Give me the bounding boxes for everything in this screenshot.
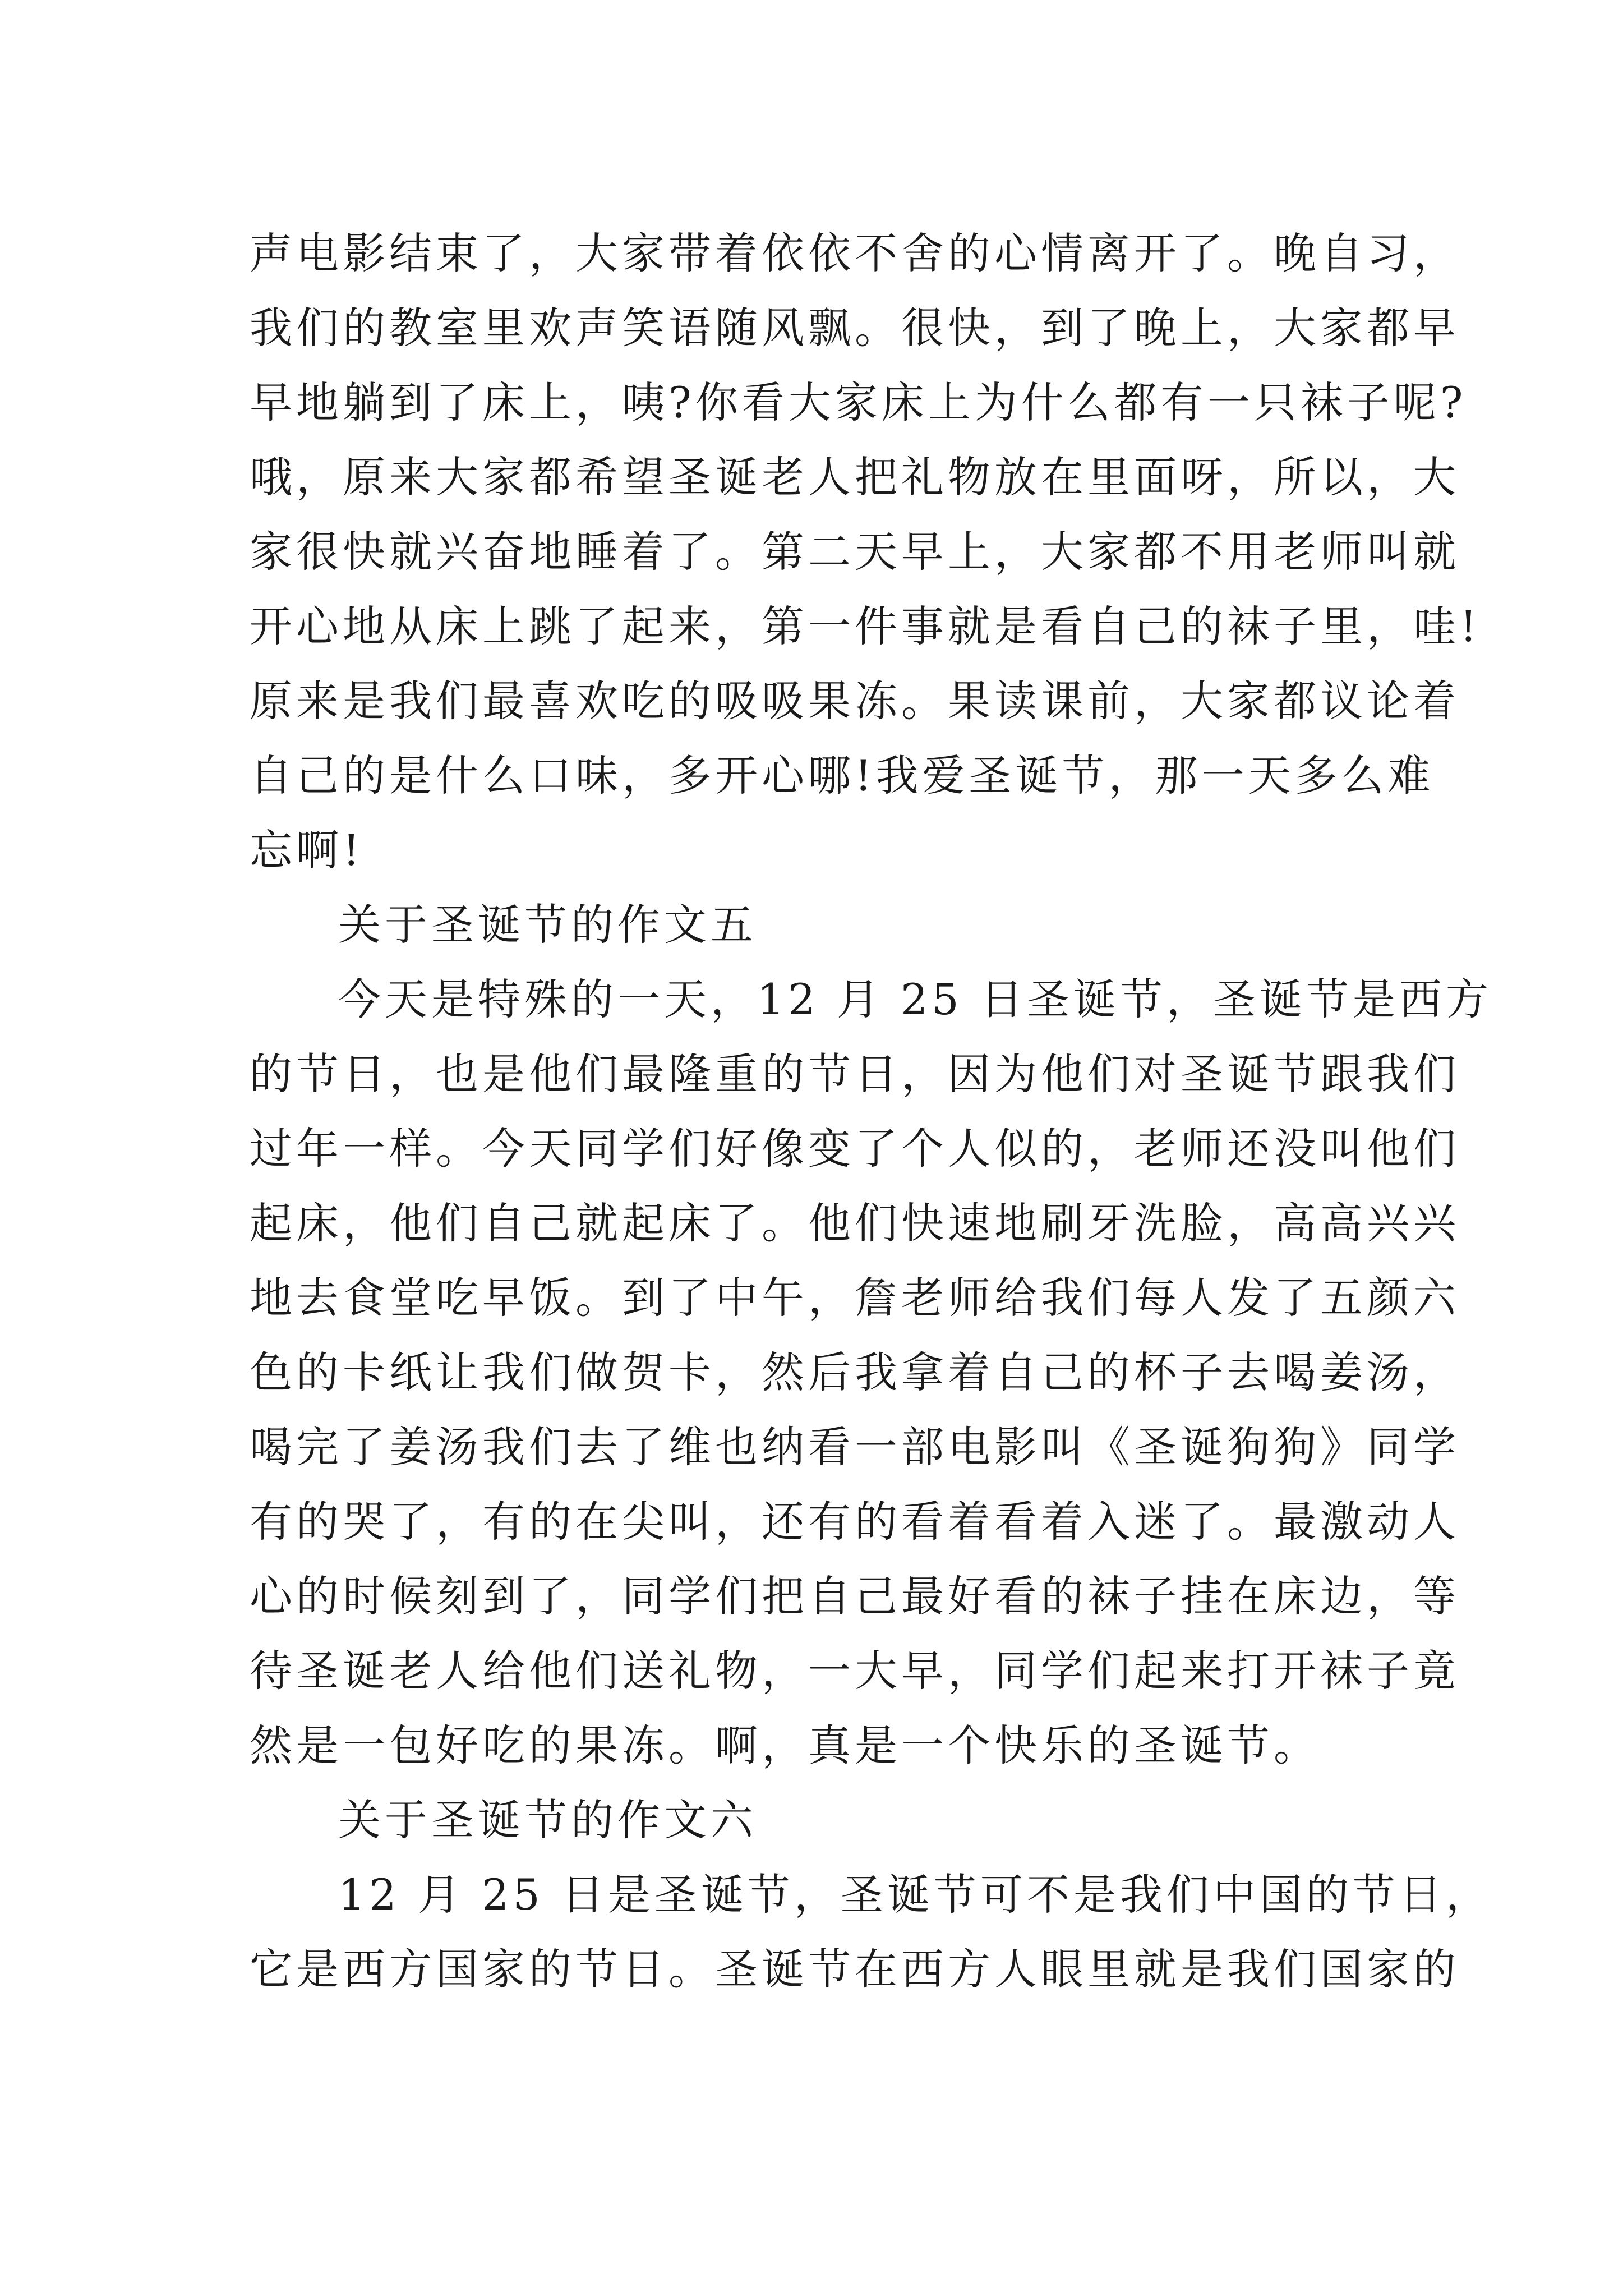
- text-line: 声电影结束了，大家带着依依不舍的心情离开了。晚自习，: [250, 228, 1460, 278]
- document-body: [250, 216, 1492, 2007]
- text-line: 12 月 25 日是圣诞节，圣诞节可不是我们中国的节日，: [338, 1870, 1492, 1920]
- text-line: 地去食堂吃早饭。到了中午，詹老师给我们每人发了五颜六: [250, 1273, 1460, 1323]
- text-line: 色的卡纸让我们做贺卡，然后我拿着自己的杯子去喝姜汤，: [250, 1347, 1460, 1397]
- text-line: 原来是我们最喜欢吃的吸吸果冻。果读课前，大家都议论着: [250, 676, 1460, 726]
- text-line: 过年一样。今天同学们好像变了个人似的，老师还没叫他们: [250, 1124, 1460, 1174]
- text-line: 待圣诞老人给他们送礼物，一大早，同学们起来打开袜子竟: [250, 1646, 1460, 1696]
- text-line: 心的时候刻到了，同学们把自己最好看的袜子挂在床边，等: [250, 1571, 1460, 1621]
- text-line: 开心地从床上跳了起来，第一件事就是看自己的袜子里，哇!: [250, 601, 1481, 651]
- text-line: 有的哭了，有的在尖叫，还有的看着看着入迷了。最激动人: [250, 1497, 1460, 1547]
- text-line: 家很快就兴奋地睡着了。第二天早上，大家都不用老师叫就: [250, 527, 1460, 577]
- text-line: 的节日，也是他们最隆重的节日，因为他们对圣诞节跟我们: [250, 1049, 1460, 1099]
- text-line: 起床，他们自己就起床了。他们快速地刷牙洗脸，高高兴兴: [250, 1198, 1460, 1248]
- section-heading: 关于圣诞节的作文五: [338, 900, 757, 950]
- text-line: 它是西方国家的节日。圣诞节在西方人眼里就是我们国家的: [250, 1944, 1460, 1994]
- text-line: 哦，原来大家都希望圣诞老人把礼物放在里面呀，所以，大: [250, 452, 1460, 502]
- text-line: 今天是特殊的一天，12 月 25 日圣诞节，圣诞节是西方: [338, 974, 1492, 1024]
- text-line: 我们的教室里欢声笑语随风飘。很快，到了晚上，大家都早: [250, 303, 1460, 353]
- text-line: 喝完了姜汤我们去了维也纳看一部电影叫《圣诞狗狗》同学: [250, 1422, 1460, 1472]
- text-line: 然是一包好吃的果冻。啊，真是一个快乐的圣诞节。: [250, 1720, 1320, 1770]
- text-line: 自己的是什么口味，多开心哪!我爱圣诞节，那一天多么难: [250, 751, 1435, 800]
- text-line: 忘啊!: [250, 825, 364, 875]
- section-heading: 关于圣诞节的作文六: [338, 1795, 757, 1845]
- text-line: 早地躺到了床上，咦?你看大家床上为什么都有一只袜子呢?: [250, 378, 1467, 427]
